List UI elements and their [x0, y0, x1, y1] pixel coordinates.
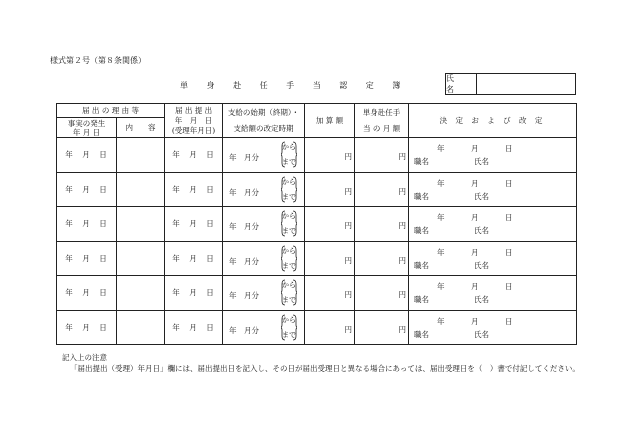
register-title: 単 身 赴 任 手 当 認 定 簿 [180, 81, 409, 90]
submit-date-cell[interactable] [165, 172, 223, 207]
date-text: 年 月 日 [172, 219, 215, 229]
decision-cell[interactable] [409, 207, 577, 242]
year-month-text: 年 月分 [229, 187, 260, 197]
date-text: 年 月 日 [172, 184, 215, 194]
date-text: 年 月 日 [172, 150, 215, 160]
decision-cell[interactable] [409, 276, 577, 311]
header-submit-date: 届 出 提 出 年 月 日 (受理年月日) [165, 104, 223, 138]
date-text: 年 月 日 [65, 184, 108, 194]
add-amount-cell[interactable] [305, 172, 355, 207]
official-name-text: 氏名 [474, 191, 490, 201]
header-add-amount: 加 算 額 [305, 104, 355, 138]
table-row [57, 207, 577, 242]
official-title-text: 職名 [414, 329, 430, 339]
decision-cell[interactable] [409, 241, 577, 276]
made-text: まで [282, 261, 297, 270]
content-cell[interactable] [117, 276, 165, 311]
yen-text: 円 [344, 324, 353, 334]
date-text: 年 月 日 [172, 253, 215, 263]
made-text: まで [282, 330, 297, 339]
fact-date-cell[interactable] [57, 138, 117, 173]
month-amount-cell[interactable] [355, 138, 409, 173]
content-cell[interactable] [117, 207, 165, 242]
add-amount-cell[interactable] [305, 207, 355, 242]
official-name-text: 氏名 [474, 226, 490, 235]
table-row [57, 310, 577, 345]
yen-text: 円 [344, 221, 353, 230]
decision-date-text: 年 月 日 [437, 144, 514, 153]
year-month-text: 年 月分 [229, 325, 260, 335]
made-text: まで [282, 227, 297, 235]
month-amount-cell[interactable] [355, 172, 409, 207]
table-row [57, 241, 577, 276]
official-name-text: 氏名 [474, 295, 490, 304]
add-amount-cell[interactable] [305, 276, 355, 311]
year-month-text: 年 月分 [229, 291, 260, 300]
date-text: 年 月 日 [65, 288, 108, 298]
kara-text: から [282, 315, 297, 324]
date-text: 年 月 日 [65, 150, 108, 160]
fact-date-cell[interactable] [57, 207, 117, 242]
yen-text: 円 [344, 255, 353, 265]
add-amount-cell[interactable] [305, 241, 355, 276]
submit-date-cell[interactable] [165, 138, 223, 173]
year-month-text: 年 月分 [229, 256, 260, 266]
decision-date-text: 年 月 日 [437, 213, 514, 222]
date-text: 年 月 日 [65, 253, 108, 263]
add-amount-cell[interactable] [305, 138, 355, 173]
form-number: 様式第２号（第８条関係） [50, 56, 146, 65]
official-title-text: 職名 [414, 295, 430, 304]
month-amount-cell[interactable] [355, 310, 409, 345]
fact-date-cell[interactable] [57, 172, 117, 207]
content-cell[interactable] [117, 172, 165, 207]
made-text: まで [282, 296, 297, 304]
month-amount-cell[interactable] [355, 241, 409, 276]
yen-text: 円 [344, 290, 353, 299]
header-pay-period: 支給の始期（終期）・ 支給額の改定時期 [223, 104, 305, 138]
made-text: まで [282, 158, 297, 166]
month-amount-cell[interactable] [355, 207, 409, 242]
official-title-text: 職名 [414, 226, 430, 235]
name-label: 氏 名 [446, 74, 477, 94]
content-cell[interactable] [117, 310, 165, 345]
header-reason-content: 内 容 [117, 118, 165, 138]
kara-text: から [282, 212, 297, 220]
date-text: 年 月 日 [65, 219, 108, 229]
yen-text: 円 [398, 290, 407, 299]
table-row [57, 276, 577, 311]
decision-date-text: 年 月 日 [437, 282, 514, 291]
content-cell[interactable] [117, 138, 165, 173]
official-name-text: 氏名 [474, 329, 490, 339]
decision-cell[interactable] [409, 172, 577, 207]
official-name-text: 氏名 [474, 157, 490, 166]
submit-date-cell[interactable] [165, 207, 223, 242]
pay-period-cell[interactable] [223, 310, 305, 345]
table-row [57, 138, 577, 173]
kara-text: から [282, 281, 297, 289]
official-name-text: 氏名 [474, 260, 490, 270]
date-text: 年 月 日 [172, 288, 215, 298]
yen-text: 円 [398, 324, 407, 334]
notes [62, 352, 582, 374]
submit-date-cell[interactable] [165, 241, 223, 276]
yen-text: 円 [398, 255, 407, 265]
official-title-text: 職名 [414, 157, 430, 166]
decision-cell[interactable] [409, 138, 577, 173]
yen-text: 円 [398, 221, 407, 230]
yen-text: 円 [398, 186, 407, 196]
decision-date-text: 年 月 日 [437, 247, 514, 257]
pay-period-cell[interactable] [223, 241, 305, 276]
made-text: まで [282, 192, 297, 201]
decision-date-text: 年 月 日 [437, 316, 514, 326]
official-title-text: 職名 [414, 260, 430, 270]
header-reason-group: 届 出 の 理 由 等 [57, 104, 165, 118]
header-month-amount: 単身赴任手 当 の 月 額 [355, 104, 409, 138]
content-cell[interactable] [117, 241, 165, 276]
pay-period-cell[interactable] [223, 276, 305, 311]
notes-heading: 記入上の注意 [62, 353, 107, 362]
header-decision: 決 定 お よ び 改 定 [409, 104, 577, 138]
official-title-text: 職名 [414, 191, 430, 201]
notes-line: 「届出提出（受理）年月日」欄には、届出提出日を記入し、その日が届出受理日と異なる場合にあっては、届出受理日を（ ）書で付記してください。 [70, 364, 580, 373]
yen-text: 円 [398, 152, 407, 161]
header-reason-date: 事実の発生 年 月 日 [57, 118, 117, 138]
pay-period-cell[interactable] [223, 207, 305, 242]
certification-table [56, 103, 577, 345]
date-text: 年 月 日 [65, 322, 108, 332]
kara-text: から [282, 143, 297, 151]
decision-date-text: 年 月 日 [437, 178, 514, 188]
year-month-text: 年 月分 [229, 153, 260, 162]
month-amount-cell[interactable] [355, 276, 409, 311]
fact-date-cell[interactable] [57, 276, 117, 311]
name-box [445, 73, 576, 95]
table-row [57, 172, 577, 207]
submit-date-cell[interactable] [165, 310, 223, 345]
decision-cell[interactable] [409, 310, 577, 345]
fact-date-cell[interactable] [57, 241, 117, 276]
kara-text: から [282, 177, 297, 186]
year-month-text: 年 月分 [229, 222, 260, 231]
pay-period-cell[interactable] [223, 172, 305, 207]
kara-text: から [282, 246, 297, 255]
yen-text: 円 [344, 152, 353, 161]
add-amount-cell[interactable] [305, 310, 355, 345]
submit-date-cell[interactable] [165, 276, 223, 311]
fact-date-cell[interactable] [57, 310, 117, 345]
yen-text: 円 [344, 186, 353, 196]
pay-period-cell[interactable] [223, 138, 305, 173]
date-text: 年 月 日 [172, 322, 215, 332]
